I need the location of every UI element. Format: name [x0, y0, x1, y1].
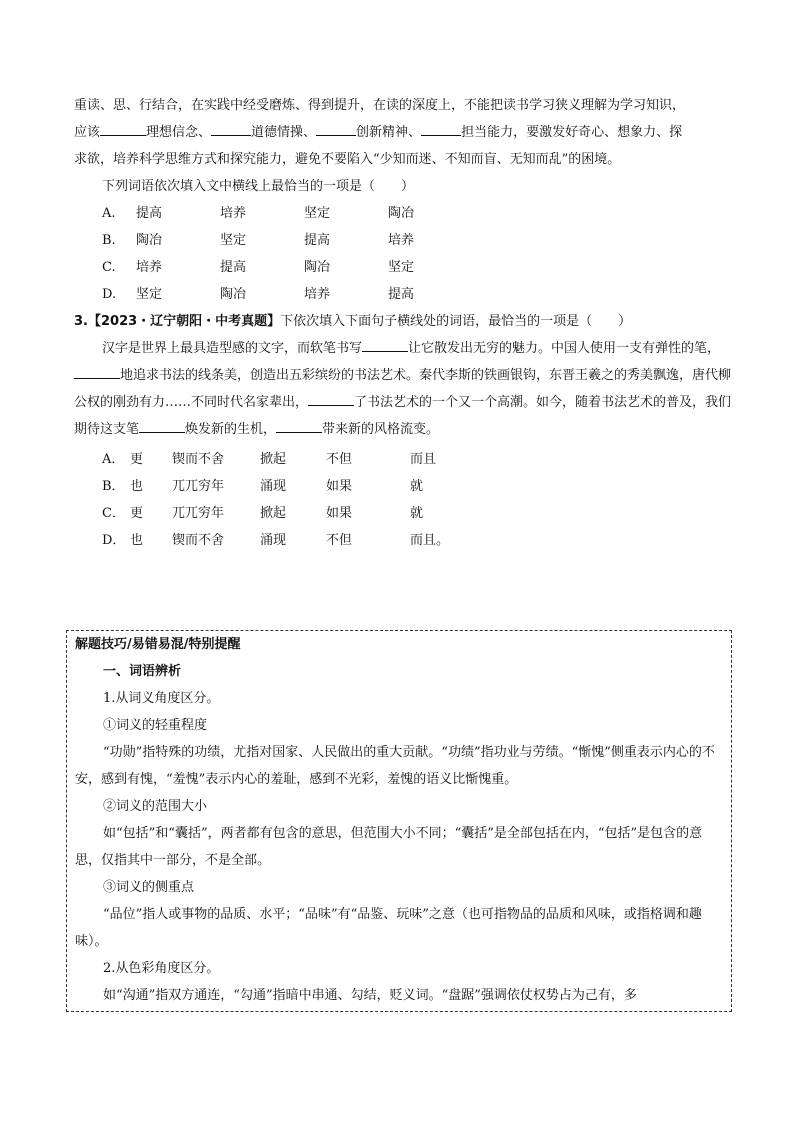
- tips-point-2: 2.从色彩角度区分。: [103, 961, 220, 976]
- q3-blank-3: [308, 391, 354, 406]
- q3-option-c[interactable]: C． 更 兀兀穷年 掀起 如果 就: [102, 506, 424, 521]
- q2-options: [102, 200, 414, 308]
- tips-sub-1-text: “功勋”指特殊的功绩，尤指对国家、人民做出的重大贡献。“功绩”指功业与劳绩。“惭愧”侧重表示内心的不安，感到有愧，“羞愧”表示内心的羞耻，感到不光彩，羞愧的语义比惭愧重。: [75, 745, 715, 787]
- q3-number: 3.: [74, 314, 88, 329]
- q3-option-b[interactable]: B． 也 兀兀穷年 涌现 如果 就: [102, 479, 424, 494]
- q3-blank-2: [74, 364, 120, 379]
- tips-point-2-text: 如“沟通”指双方通连，“勾通”指暗中串通、勾结，贬义词。“盘踞”强调依仗权势占为己有，多: [103, 988, 637, 1003]
- tips-title: 解题技巧/易错易混/特别提醒: [75, 637, 241, 652]
- blank-1: [100, 121, 146, 136]
- tips-sub-3-text: “品位”指人或事物的品质、水平；“品味”有“品鉴、玩味”之意（也可指物品的品质和风味，或指格调和趣味）。: [75, 907, 702, 949]
- q2-stem: 下列词语依次填入文中横线上最恰当的一项是（ ）: [102, 179, 415, 194]
- q3-option-a[interactable]: A． 更 锲而不舍 掀起 不但 而且: [102, 452, 437, 467]
- blank-2: [211, 121, 251, 136]
- blank-3: [316, 121, 356, 136]
- q3-stem: 下依次填入下面句子横线处的词语，最恰当的一项是（ ）: [280, 314, 632, 329]
- q3-heading: [74, 308, 734, 335]
- tips-sub-3: ③词义的侧重点: [103, 880, 195, 895]
- tips-section-1: 一、词语辨析: [103, 664, 182, 679]
- blank-4: [421, 121, 461, 136]
- tips-sub-1: ①词义的轻重程度: [103, 718, 208, 733]
- q3-source: 【2023・辽宁朝阳・中考真题】: [87, 314, 281, 329]
- q3-passage: 汉字是世界上最具造型感的文字，而软笔书写 让它散发出无穷的魅力。中国人使用一支有弹性的笔，地追求书法的线条美，创造出五彩缤纷的书法艺术。秦代李斯的铁画银钩，东晋王羲之的秀美飘逸，唐代柳公权的刚劲有力……不同时代名家辈出， 了书法艺术的一个又一个高潮。如今，随着书法艺术的普及，我们期待这支笔 焕发新的生机， 带来新的风格流变。: [74, 335, 734, 443]
- q3-option-d[interactable]: D． 也 锲而不舍 涌现 不但 而且。: [102, 533, 450, 548]
- q3-options: [102, 446, 449, 554]
- q2-option-c[interactable]: C. 培养 提高 陶冶 坚定: [102, 260, 415, 275]
- passage-line-2: 应该 理想信念、 道德情操、 创新精神、 担当能力，要激发好奇心、想象力、探: [74, 119, 734, 146]
- passage-line-1: 重读、思、行结合，在实践中经受磨炼、得到提升，在读的深度上，不能把读书学习狭义理解为学习知识，: [74, 98, 686, 113]
- q2-option-d[interactable]: D. 坚定 陶冶 培养 提高: [102, 287, 415, 302]
- tips-box: [66, 630, 732, 1012]
- tips-point-1: 1.从词义角度区分。: [103, 691, 220, 706]
- passage-line-3: 求欲，培养科学思维方式和探究能力，避免不要陷入“少知而迷、不知而盲、无知而乱”的困境。: [74, 152, 621, 167]
- q3-blank-5: [276, 418, 322, 433]
- q3-blank-1: [362, 337, 408, 352]
- q3-blank-4: [139, 418, 185, 433]
- q2-option-a[interactable]: A. 提高 培养 坚定 陶冶: [102, 206, 415, 221]
- tips-sub-2-text: 如“包括”和“囊括”，两者都有包含的意思，但范围大小不同；“囊括”是全部包括在内，“包括”是包含的意思，仅指其中一部分，不是全部。: [75, 826, 703, 868]
- tips-sub-2: ②词义的范围大小: [103, 799, 208, 814]
- q2-option-b[interactable]: B. 陶冶 坚定 提高 培养: [102, 233, 415, 248]
